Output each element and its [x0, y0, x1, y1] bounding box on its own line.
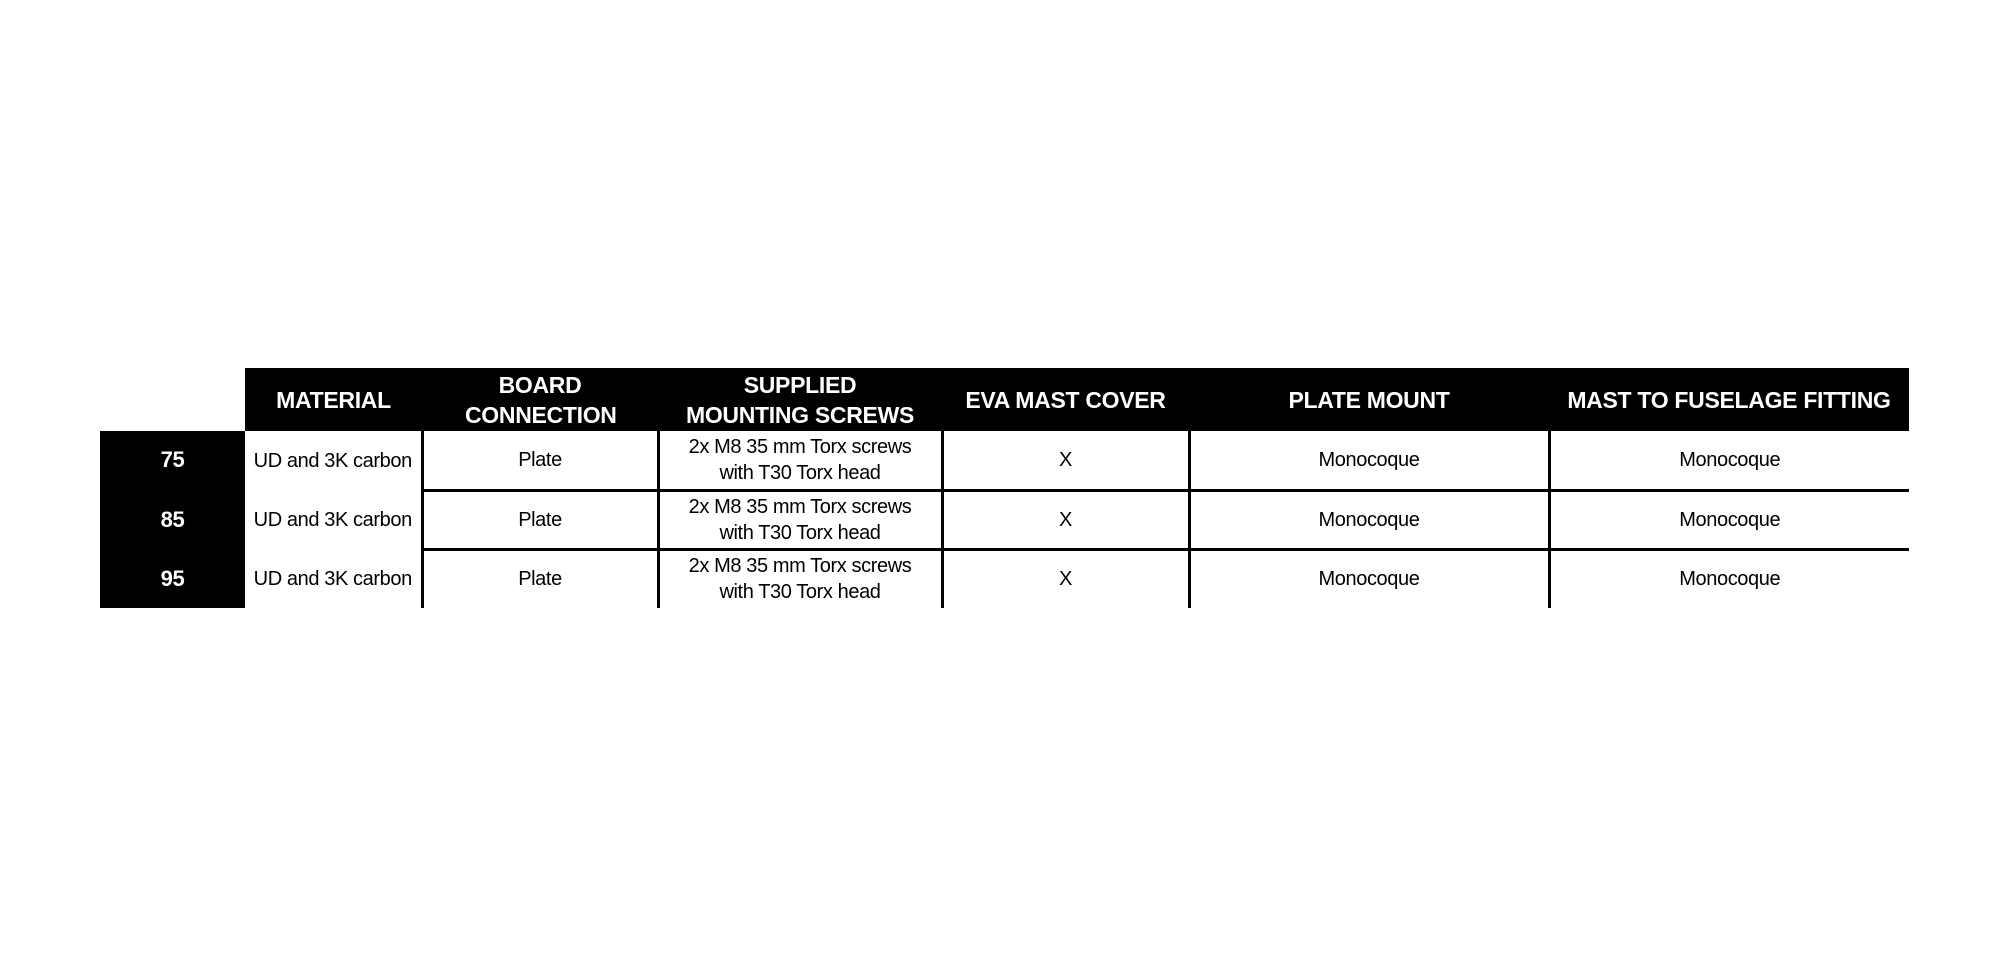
header-corner: [100, 368, 245, 431]
cell-mast-fitting: Monocoque: [1549, 549, 1909, 608]
cell-plate-mount: Monocoque: [1189, 431, 1549, 490]
cell-board-connection: Plate: [422, 431, 658, 490]
cell-material: UD and 3K carbon: [253, 567, 412, 590]
header-eva-mast-cover: EVA MAST COVER: [942, 368, 1189, 431]
row-label: 85: [100, 490, 245, 549]
cell-mounting-screws-text: 2x M8 35 mm Torx screws with T30 Torx head: [688, 495, 912, 544]
header-board-connection: [422, 368, 658, 431]
cell-mast-fitting: Monocoque: [1549, 490, 1909, 549]
header-supplied-mounting-screws-label: SUPPLIED MOUNTING SCREWS: [685, 371, 915, 428]
table-row: [100, 549, 1909, 608]
cell-plate-mount: Monocoque: [1189, 490, 1549, 549]
header-mast-to-fuselage-fitting: MAST TO FUSELAGE FITTING: [1549, 368, 1909, 431]
cell-mounting-screws-text: 2x M8 35 mm Torx screws with T30 Torx head: [688, 435, 912, 484]
cell-board-connection: Plate: [422, 490, 658, 549]
cell-material: UD and 3K carbon: [253, 449, 412, 472]
header-material: MATERIAL: [245, 368, 422, 431]
cell-material: UD and 3K carbon: [253, 508, 412, 531]
header-plate-mount: PLATE MOUNT: [1189, 368, 1549, 431]
cell-plate-mount: Monocoque: [1189, 549, 1549, 608]
table-row: [100, 490, 1909, 549]
header-board-connection-label: BOARD CONNECTION: [465, 371, 617, 428]
cell-eva-mast-cover: X: [942, 490, 1189, 549]
cell-mounting-screws-text: 2x M8 35 mm Torx screws with T30 Torx head: [688, 555, 912, 604]
cell-mounting-screws: [658, 549, 942, 608]
row-label: 75: [100, 431, 245, 490]
cell-eva-mast-cover: X: [942, 549, 1189, 608]
cell-board-connection: Plate: [422, 549, 658, 608]
cell-mast-fitting: Monocoque: [1549, 431, 1909, 490]
header-row: [100, 368, 1909, 431]
row-label: 95: [100, 549, 245, 608]
cell-eva-mast-cover: X: [942, 431, 1189, 490]
cell-mounting-screws: [658, 490, 942, 549]
mast-spec-table: [100, 368, 1909, 608]
table-row: [100, 431, 1909, 490]
header-supplied-mounting-screws: [658, 368, 942, 431]
cell-mounting-screws: [658, 431, 942, 490]
